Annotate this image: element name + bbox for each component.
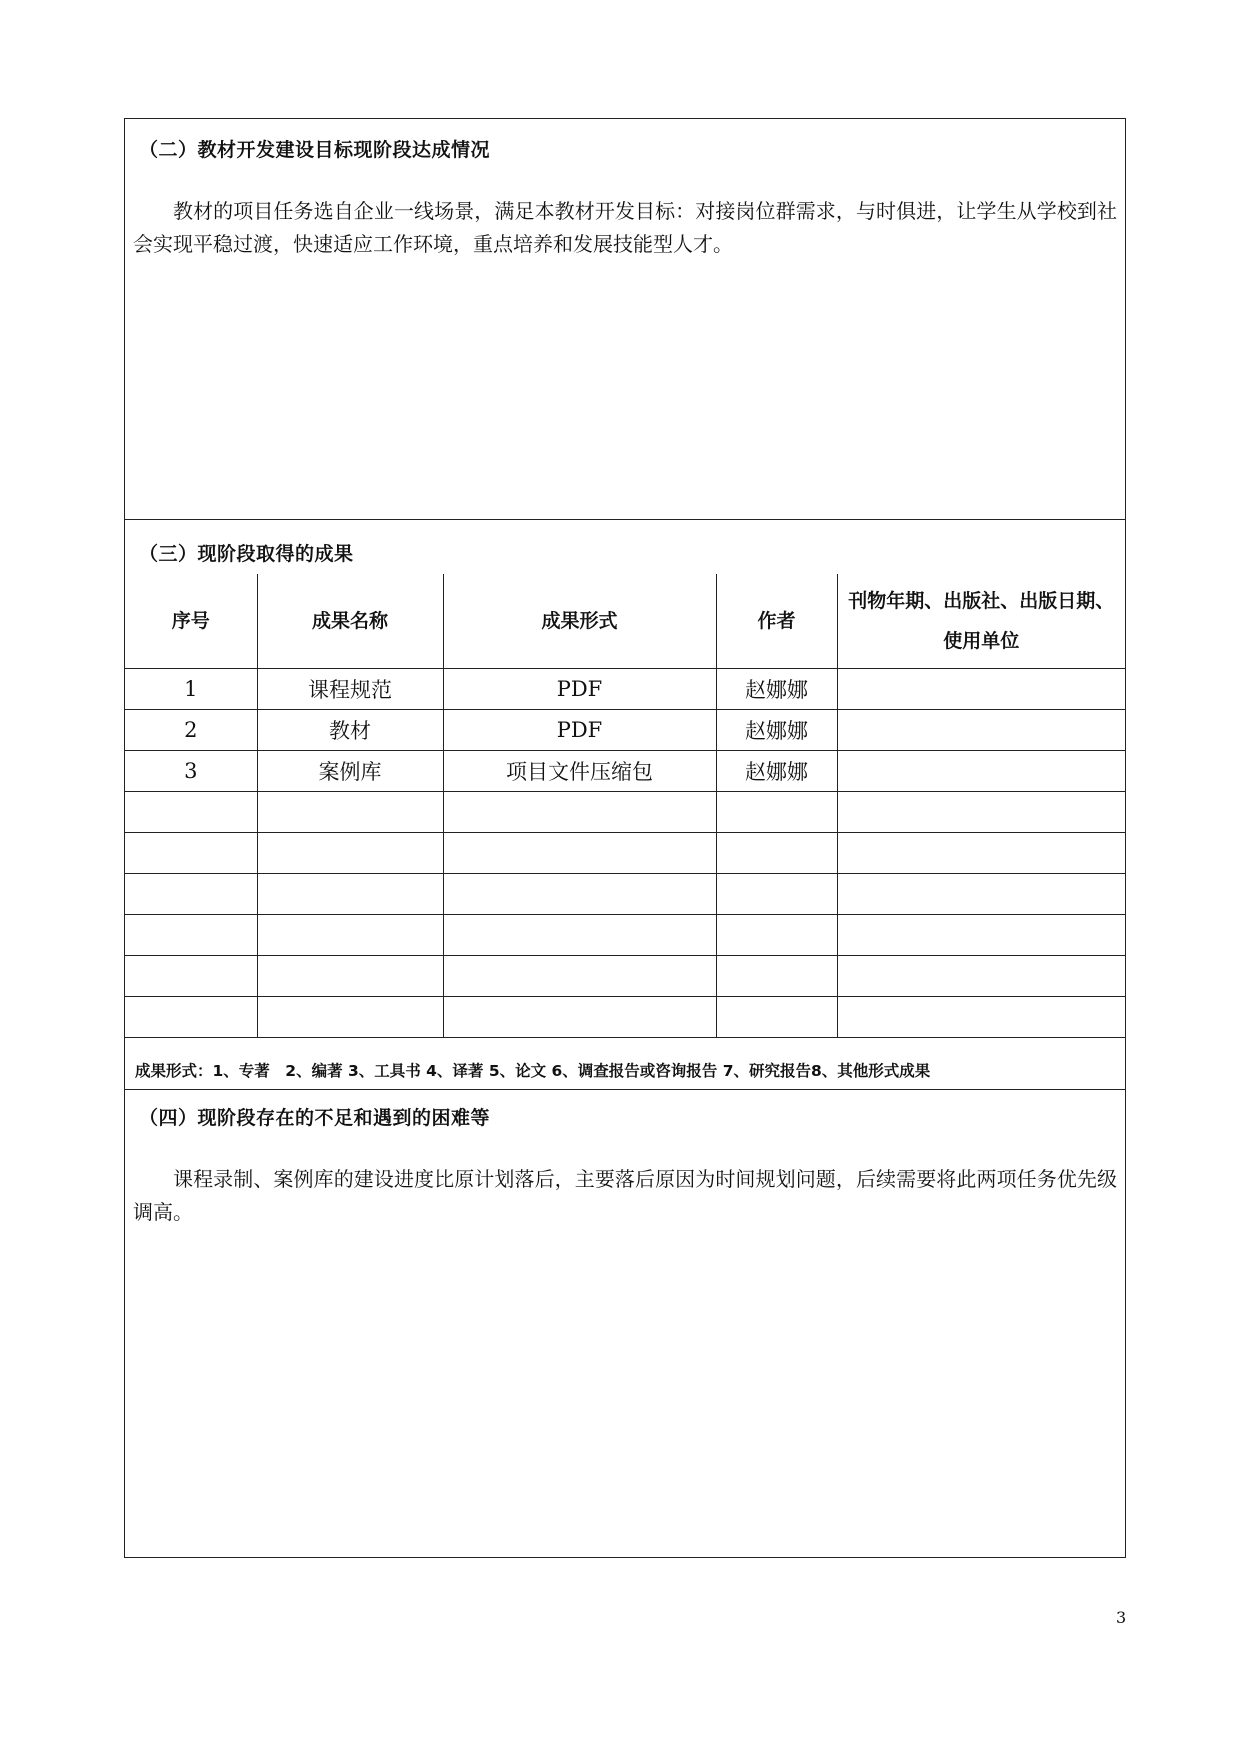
- cell-index: 2: [125, 710, 257, 751]
- cell-index: 1: [125, 669, 257, 710]
- table-row: [125, 833, 1125, 874]
- table-row: [125, 792, 1125, 833]
- cell-name: [257, 833, 443, 874]
- cell-publication: [837, 956, 1125, 997]
- cell-form: [443, 874, 716, 915]
- table-row: [125, 915, 1125, 956]
- cell-author: 赵娜娜: [716, 669, 837, 710]
- header-index: 序号: [125, 574, 257, 669]
- cell-form: [443, 956, 716, 997]
- header-author: 作者: [716, 574, 837, 669]
- cell-form: [443, 833, 716, 874]
- table-row: [125, 669, 1125, 710]
- cell-form: 项目文件压缩包: [443, 751, 716, 792]
- cell-form: [443, 792, 716, 833]
- cell-author: 赵娜娜: [716, 710, 837, 751]
- form-frame: [124, 118, 1126, 1558]
- header-publication: 刊物年期、出版社、出版日期、使用单位: [837, 574, 1125, 669]
- cell-publication: [837, 874, 1125, 915]
- section2-title: （二）教材开发建设目标现阶段达成情况: [139, 139, 491, 161]
- cell-index: [125, 915, 257, 956]
- cell-index: [125, 956, 257, 997]
- table-row: [125, 997, 1125, 1038]
- cell-publication: [837, 915, 1125, 956]
- header-form: 成果形式: [443, 574, 716, 669]
- cell-form: [443, 997, 716, 1038]
- cell-publication: [837, 997, 1125, 1038]
- cell-author: [716, 997, 837, 1038]
- cell-publication: [837, 833, 1125, 874]
- cell-name: [257, 915, 443, 956]
- cell-name: 课程规范: [257, 669, 443, 710]
- cell-index: [125, 874, 257, 915]
- cell-form: [443, 915, 716, 956]
- results-table: [125, 574, 1125, 1038]
- cell-index: [125, 792, 257, 833]
- cell-author: [716, 915, 837, 956]
- cell-name: 案例库: [257, 751, 443, 792]
- table-header-row: [125, 574, 1125, 669]
- cell-author: [716, 792, 837, 833]
- cell-index: [125, 833, 257, 874]
- cell-author: [716, 956, 837, 997]
- section3-title: （三）现阶段取得的成果: [139, 543, 354, 565]
- cell-publication: [837, 710, 1125, 751]
- table-row: [125, 710, 1125, 751]
- divider: [125, 519, 1125, 520]
- table-row: [125, 956, 1125, 997]
- cell-publication: [837, 751, 1125, 792]
- section4-body: 课程录制、案例库的建设进度比原计划落后，主要落后原因为时间规划问题，后续需要将此两项任务优先级调高。: [133, 1167, 1117, 1224]
- section4-title: （四）现阶段存在的不足和遇到的困难等: [139, 1107, 491, 1129]
- section2-body: 教材的项目任务选自企业一线场景，满足本教材开发目标：对接岗位群需求，与时俱进，让学生从学校到社会实现平稳过渡，快速适应工作环境，重点培养和发展技能型人才。: [133, 199, 1117, 256]
- page-number: 3: [1116, 1608, 1127, 1627]
- cell-name: [257, 997, 443, 1038]
- cell-author: [716, 874, 837, 915]
- cell-author: 赵娜娜: [716, 751, 837, 792]
- cell-index: 3: [125, 751, 257, 792]
- result-form-note: 成果形式：1、专著 2、编著 3、工具书 4、译著 5、论文 6、调查报告或咨询报告 7、研究报告8、其他形式成果: [135, 1062, 931, 1080]
- cell-author: [716, 833, 837, 874]
- cell-name: [257, 874, 443, 915]
- cell-form: PDF: [443, 710, 716, 751]
- cell-name: [257, 956, 443, 997]
- cell-publication: [837, 669, 1125, 710]
- header-name: 成果名称: [257, 574, 443, 669]
- cell-name: 教材: [257, 710, 443, 751]
- cell-name: [257, 792, 443, 833]
- cell-index: [125, 997, 257, 1038]
- divider: [125, 1089, 1125, 1090]
- cell-form: PDF: [443, 669, 716, 710]
- table-row: [125, 751, 1125, 792]
- table-row: [125, 874, 1125, 915]
- cell-publication: [837, 792, 1125, 833]
